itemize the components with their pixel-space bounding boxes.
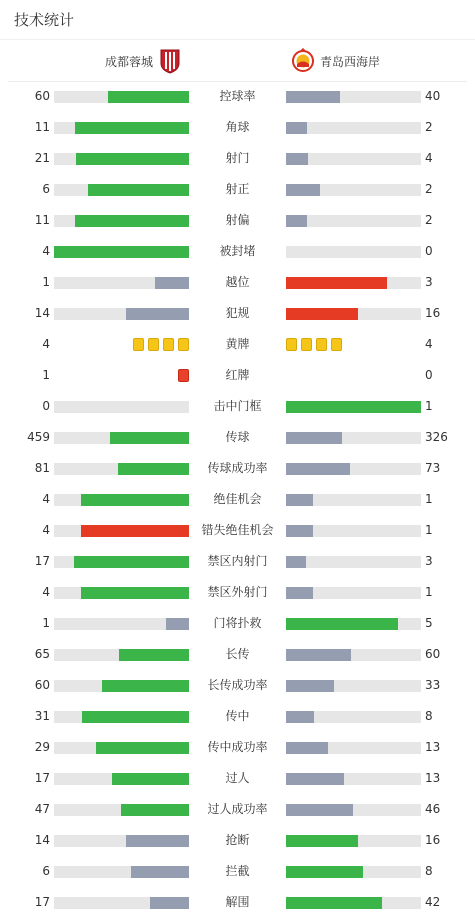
home-stat-bar-track	[54, 556, 189, 568]
home-stat-bar-fill	[81, 587, 189, 599]
away-stat-bar-fill	[286, 680, 334, 692]
home-stat-value: 4	[42, 585, 50, 599]
home-stat-value: 31	[34, 709, 50, 723]
away-stat-bar-fill	[286, 215, 307, 227]
home-stat-value: 47	[34, 802, 50, 816]
away-stat-value: 60	[425, 647, 441, 661]
home-stat-value: 4	[42, 492, 50, 506]
away-stat-value: 46	[425, 802, 441, 816]
away-stat-bar-fill	[286, 432, 342, 444]
home-stat-bar-track	[54, 308, 189, 320]
home-stat-bar-fill	[121, 804, 189, 816]
home-stat-bar-track	[54, 897, 189, 909]
stat-label: 长传成功率	[207, 678, 268, 692]
home-stat-bar-track	[54, 587, 189, 599]
home-stat-value: 0	[42, 399, 50, 413]
home-stat-bar-fill	[74, 556, 189, 568]
home-team[interactable]	[105, 47, 181, 75]
home-stat-bar-fill	[96, 742, 189, 754]
away-stat-bar-fill	[286, 649, 351, 661]
home-stat-bar-track	[54, 494, 189, 506]
away-stat-value: 16	[425, 833, 441, 847]
away-stat-bar-track	[286, 680, 421, 692]
stat-label: 射正	[225, 182, 250, 196]
away-stat-value: 2	[425, 120, 433, 134]
qingdao-west-coast-logo-icon	[292, 48, 314, 74]
away-stat-bar-track	[286, 897, 421, 909]
stat-label: 传球	[225, 430, 250, 444]
away-team-name: 青岛西海岸	[320, 54, 381, 69]
home-stat-bar-track	[54, 804, 189, 816]
away-stat-bar-fill	[286, 463, 350, 475]
yellow-card-icon	[148, 338, 159, 351]
away-stat-value: 0	[425, 244, 433, 258]
stat-row	[0, 825, 475, 856]
home-stat-value: 21	[34, 151, 50, 165]
home-stat-value: 60	[34, 89, 50, 103]
home-stat-bar-fill	[126, 308, 189, 320]
stat-label: 抢断	[225, 833, 250, 847]
stats-list	[0, 81, 475, 918]
stat-label: 门将扑救	[213, 616, 262, 630]
home-stat-bar-track	[54, 91, 189, 103]
stat-label: 角球	[225, 120, 250, 134]
stat-row	[0, 701, 475, 732]
away-stat-value: 3	[425, 275, 433, 289]
away-stat-bar-track	[286, 308, 421, 320]
chengdu-rongcheng-logo-icon	[159, 48, 181, 74]
away-stat-value: 13	[425, 740, 441, 754]
home-stat-bar-track	[54, 525, 189, 537]
yellow-card-icon	[286, 338, 297, 351]
stat-label: 绝佳机会	[213, 492, 262, 506]
away-stat-value: 2	[425, 213, 433, 227]
away-stat-bar-track	[286, 742, 421, 754]
stat-label: 过人	[225, 771, 250, 785]
home-stat-bar-fill	[75, 122, 189, 134]
home-stat-bar-track	[54, 866, 189, 878]
home-team-name: 成都蓉城	[104, 54, 153, 69]
stat-row	[0, 453, 475, 484]
away-stat-value: 40	[425, 89, 441, 103]
stat-row	[0, 763, 475, 794]
away-stat-bar-fill	[286, 742, 328, 754]
home-stat-bar-fill	[76, 153, 189, 165]
away-stat-bar-track	[286, 463, 421, 475]
home-stat-bar-track	[54, 742, 189, 754]
away-stat-bar-fill	[286, 866, 363, 878]
stat-row	[0, 732, 475, 763]
stat-label: 过人成功率	[207, 802, 268, 816]
stat-label: 传中成功率	[207, 740, 268, 754]
home-stat-bar-fill	[108, 91, 189, 103]
home-stat-bar-fill	[75, 215, 189, 227]
home-stat-value: 459	[27, 430, 50, 444]
stat-label: 长传	[225, 647, 250, 661]
stat-row	[0, 81, 475, 112]
stat-row	[0, 422, 475, 453]
away-stat-bar-fill	[286, 277, 387, 289]
away-stat-bar-fill	[286, 494, 313, 506]
home-stat-bar-fill	[126, 835, 189, 847]
home-stat-bar-fill	[82, 711, 189, 723]
home-stat-value: 65	[34, 647, 50, 661]
home-stat-bar-track	[54, 773, 189, 785]
stat-row	[0, 546, 475, 577]
away-stat-bar-track	[286, 773, 421, 785]
stat-row	[0, 887, 475, 918]
stat-row	[0, 143, 475, 174]
stat-label: 红牌	[225, 368, 250, 382]
home-red-cards	[178, 369, 189, 382]
away-stat-value: 42	[425, 895, 441, 909]
stat-row	[0, 174, 475, 205]
home-stat-value: 4	[42, 337, 50, 351]
home-stat-value: 1	[42, 275, 50, 289]
home-stat-bar-fill	[118, 463, 189, 475]
home-stat-bar-track	[54, 246, 189, 258]
home-stat-bar-track	[54, 184, 189, 196]
home-stat-value: 14	[34, 833, 50, 847]
away-stat-value: 1	[425, 492, 433, 506]
home-stat-value: 11	[34, 120, 50, 134]
stat-row	[0, 670, 475, 701]
away-stat-value: 1	[425, 523, 433, 537]
stat-label: 传球成功率	[207, 461, 268, 475]
stat-label: 被封堵	[219, 244, 256, 258]
away-stat-bar-fill	[286, 153, 308, 165]
home-stat-value: 6	[42, 864, 50, 878]
stat-label: 犯规	[225, 306, 250, 320]
home-stat-bar-track	[54, 618, 189, 630]
home-yellow-cards	[133, 338, 189, 351]
away-team[interactable]	[292, 47, 380, 75]
away-stat-value: 13	[425, 771, 441, 785]
away-stat-bar-track	[286, 432, 421, 444]
away-stat-bar-track	[286, 215, 421, 227]
stat-row	[0, 236, 475, 267]
away-stat-bar-fill	[286, 91, 340, 103]
away-stat-bar-fill	[286, 525, 313, 537]
home-stat-bar-fill	[166, 618, 189, 630]
away-stat-value: 3	[425, 554, 433, 568]
home-stat-value: 1	[42, 368, 50, 382]
yellow-card-icon	[331, 338, 342, 351]
stat-label: 射偏	[225, 213, 250, 227]
home-stat-bar-fill	[54, 246, 189, 258]
home-stat-bar-track	[54, 401, 189, 413]
page-title: 技术统计	[14, 11, 75, 29]
stat-row	[0, 856, 475, 887]
away-stat-value: 5	[425, 616, 433, 630]
away-stat-bar-fill	[286, 711, 314, 723]
stat-row	[0, 205, 475, 236]
away-stat-bar-fill	[286, 773, 344, 785]
stat-label: 错失绝佳机会	[201, 523, 274, 537]
stat-row	[0, 329, 475, 360]
away-stat-bar-fill	[286, 897, 382, 909]
home-stat-value: 17	[34, 554, 50, 568]
home-stat-value: 29	[34, 740, 50, 754]
home-stat-value: 4	[42, 244, 50, 258]
home-stat-bar-fill	[155, 277, 189, 289]
home-stat-bar-track	[54, 153, 189, 165]
away-stat-bar-fill	[286, 401, 421, 413]
away-stat-bar-fill	[286, 122, 307, 134]
away-stat-bar-track	[286, 556, 421, 568]
home-stat-bar-track	[54, 680, 189, 692]
home-stat-bar-fill	[81, 525, 189, 537]
away-stat-bar-track	[286, 804, 421, 816]
home-stat-bar-track	[54, 711, 189, 723]
home-stat-value: 1	[42, 616, 50, 630]
away-stat-value: 16	[425, 306, 441, 320]
home-stat-bar-fill	[81, 494, 189, 506]
away-yellow-cards	[286, 338, 342, 351]
away-stat-bar-track	[286, 494, 421, 506]
home-stat-bar-track	[54, 277, 189, 289]
stat-label: 禁区内射门	[207, 554, 268, 568]
away-stat-value: 4	[425, 337, 433, 351]
stat-row	[0, 794, 475, 825]
away-stat-bar-fill	[286, 804, 353, 816]
away-stat-bar-fill	[286, 618, 398, 630]
stat-row	[0, 112, 475, 143]
away-stat-value: 2	[425, 182, 433, 196]
home-stat-bar-fill	[102, 680, 189, 692]
away-stat-value: 33	[425, 678, 441, 692]
home-stat-bar-fill	[119, 649, 189, 661]
home-stat-bar-fill	[88, 184, 189, 196]
away-stat-bar-fill	[286, 587, 313, 599]
home-stat-bar-track	[54, 432, 189, 444]
home-stat-value: 60	[34, 678, 50, 692]
stat-row	[0, 484, 475, 515]
stats-header	[0, 0, 475, 40]
away-stat-value: 0	[425, 368, 433, 382]
home-stat-bar-fill	[110, 432, 189, 444]
away-stat-bar-track	[286, 184, 421, 196]
away-stat-value: 8	[425, 864, 433, 878]
away-stat-value: 326	[425, 430, 448, 444]
yellow-card-icon	[163, 338, 174, 351]
stat-row	[0, 360, 475, 391]
home-stat-bar-track	[54, 215, 189, 227]
away-stat-value: 4	[425, 151, 433, 165]
stat-label: 禁区外射门	[207, 585, 268, 599]
home-stat-bar-fill	[131, 866, 189, 878]
stat-row	[0, 298, 475, 329]
away-stat-bar-track	[286, 587, 421, 599]
away-stat-bar-track	[286, 91, 421, 103]
home-stat-value: 81	[34, 461, 50, 475]
stat-label: 控球率	[219, 89, 256, 103]
teams-row	[8, 40, 467, 82]
stat-label: 拦截	[225, 864, 250, 878]
yellow-card-icon	[178, 338, 189, 351]
away-stat-bar-track	[286, 122, 421, 134]
away-stat-bar-track	[286, 246, 421, 258]
stat-row	[0, 391, 475, 422]
home-stat-bar-fill	[150, 897, 189, 909]
yellow-card-icon	[133, 338, 144, 351]
stat-label: 解围	[225, 895, 250, 909]
away-stat-bar-fill	[286, 184, 320, 196]
stat-label: 射门	[225, 151, 250, 165]
home-stat-value: 11	[34, 213, 50, 227]
stat-row	[0, 639, 475, 670]
away-stat-bar-track	[286, 618, 421, 630]
away-stat-bar-fill	[286, 835, 358, 847]
away-stat-bar-track	[286, 835, 421, 847]
red-card-icon	[178, 369, 189, 382]
stat-row	[0, 608, 475, 639]
home-stat-bar-track	[54, 649, 189, 661]
home-stat-bar-track	[54, 463, 189, 475]
stat-label: 传中	[225, 709, 250, 723]
stat-label: 黄牌	[225, 337, 250, 351]
home-stat-bar-fill	[112, 773, 189, 785]
home-stat-value: 4	[42, 523, 50, 537]
yellow-card-icon	[301, 338, 312, 351]
away-stat-bar-track	[286, 525, 421, 537]
away-stat-value: 73	[425, 461, 441, 475]
away-stat-bar-track	[286, 866, 421, 878]
away-stat-bar-track	[286, 649, 421, 661]
away-stat-bar-fill	[286, 556, 306, 568]
away-stat-bar-track	[286, 711, 421, 723]
away-stat-bar-track	[286, 153, 421, 165]
home-stat-bar-track	[54, 122, 189, 134]
stat-row	[0, 577, 475, 608]
stat-label: 击中门框	[213, 399, 262, 413]
home-stat-value: 6	[42, 182, 50, 196]
home-stat-value: 14	[34, 306, 50, 320]
yellow-card-icon	[316, 338, 327, 351]
home-stat-bar-track	[54, 835, 189, 847]
home-stat-value: 17	[34, 771, 50, 785]
away-stat-value: 8	[425, 709, 433, 723]
away-stat-value: 1	[425, 585, 433, 599]
away-stat-bar-track	[286, 277, 421, 289]
stat-label: 越位	[225, 275, 250, 289]
stat-row	[0, 267, 475, 298]
away-stat-bar-fill	[286, 308, 358, 320]
stat-row	[0, 515, 475, 546]
away-stat-bar-track	[286, 401, 421, 413]
away-stat-value: 1	[425, 399, 433, 413]
home-stat-value: 17	[34, 895, 50, 909]
